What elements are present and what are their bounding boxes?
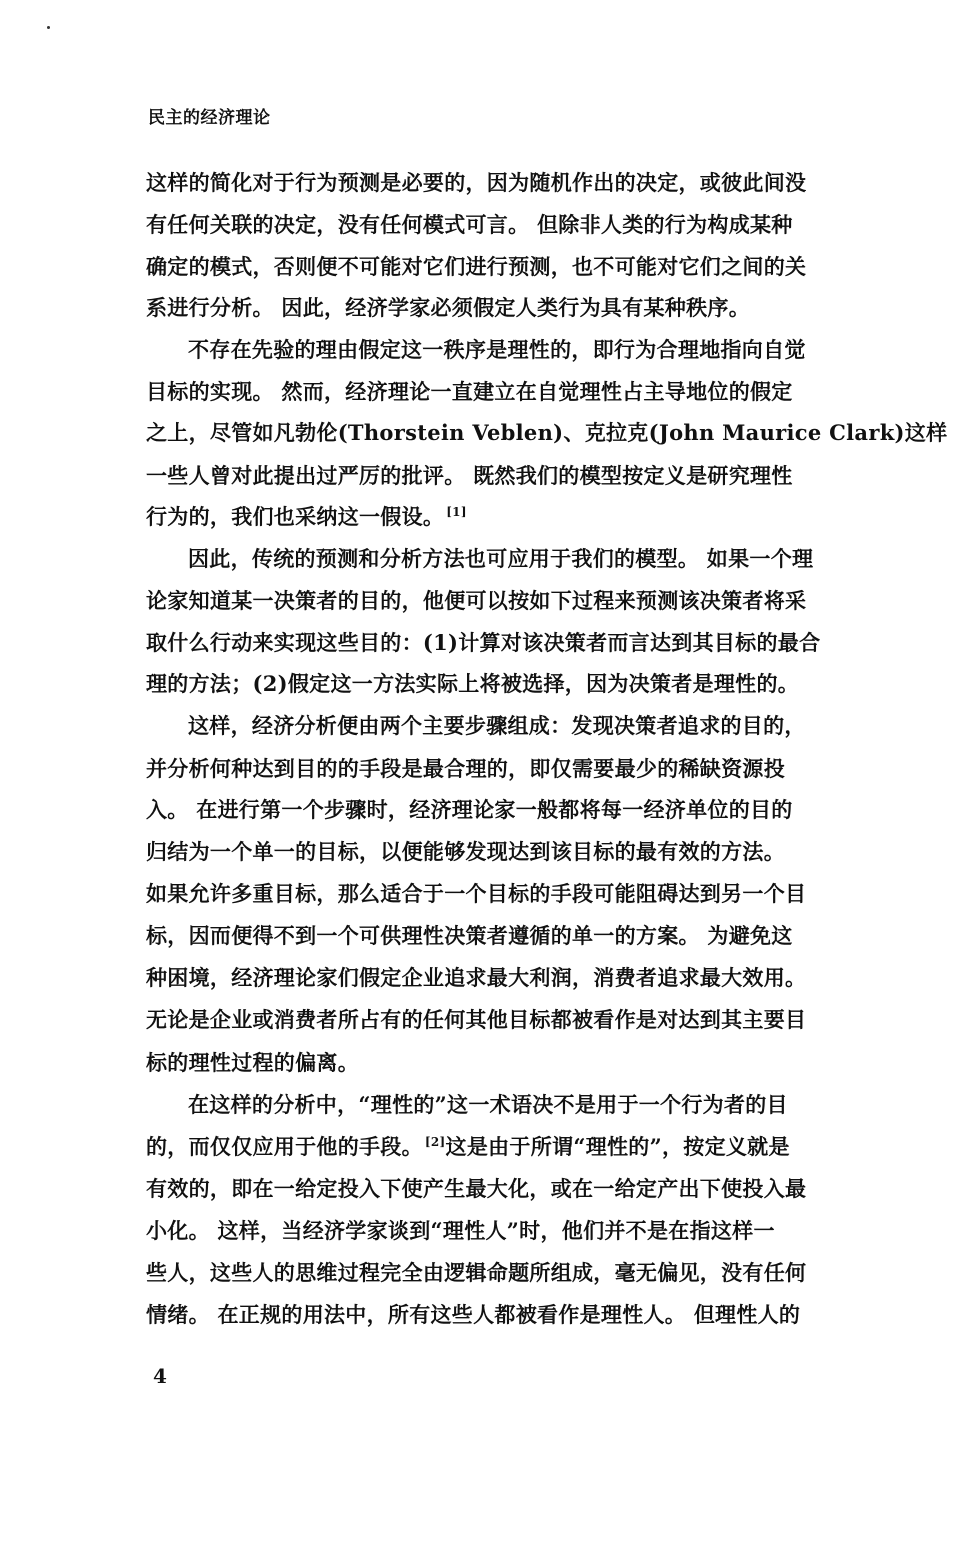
text-line: 理的方法；(2)假定这一方法实际上将被选择，因为决策者是理性的。 xyxy=(146,671,800,696)
text-line: 这样的简化对于行为预测是必要的，因为随机作出的决定，或彼此间没 xyxy=(146,170,807,195)
text-line: 入。 在进行第一个步骤时，经济理论家一般都将每一经济单位的目的 xyxy=(146,797,793,822)
text-line: 有任何关联的决定，没有任何模式可言。 但除非人类的行为构成某种 xyxy=(146,212,793,237)
text-line: 确定的模式，否则便不可能对它们进行预测，也不可能对它们之间的关 xyxy=(146,254,807,279)
text-line xyxy=(146,1132,876,1165)
footnote-mark-1: [1] xyxy=(446,505,467,519)
paragraph-first-line: 不存在先验的理由假定这一秩序是理性的，即行为合理地指向自觉 xyxy=(188,337,806,362)
text-line: 标，因而便得不到一个可供理性决策者遵循的单一的方案。 为避免这 xyxy=(146,923,793,948)
text-line: 一些人曾对此提出过严厉的批评。 既然我们的模型按定义是研究理性 xyxy=(146,463,793,488)
text-line: 论家知道某一决策者的目的，他便可以按如下过程来预测该决策者将采 xyxy=(146,588,807,613)
paragraph-first-line: 这样，经济分析便由两个主要步骤组成：发现决策者追求的目的， xyxy=(188,713,806,738)
text-line: 无论是企业或消费者所占有的任何其他目标都被看作是对达到其主要目 xyxy=(146,1007,807,1032)
scan-speck xyxy=(47,26,50,29)
paragraph-first-line: 因此，传统的预测和分析方法也可应用于我们的模型。 如果一个理 xyxy=(188,546,814,571)
text-segment: 这是由于所谓“理性的”，按定义就是 xyxy=(445,1134,790,1159)
text-segment: 行为的，我们也采纳这一假设。 xyxy=(146,504,445,529)
text-line: 小化。 这样，当经济学家谈到“理性人”时，他们并不是在指这样一 xyxy=(146,1218,775,1243)
text-line: 目标的实现。 然而，经济理论一直建立在自觉理性占主导地位的假定 xyxy=(146,379,793,404)
text-line: 情绪。 在正规的用法中，所有这些人都被看作是理性人。 但理性人的 xyxy=(146,1302,801,1327)
page-number: 4 xyxy=(153,1364,167,1388)
paragraph-first-line: 在这样的分析中，“理性的”这一术语决不是用于一个行为者的目 xyxy=(188,1092,788,1117)
footnote-mark-2: [2] xyxy=(424,1135,446,1149)
text-segment: 的，而仅仅应用于他的手段。 xyxy=(146,1134,423,1159)
running-head: 民主的经济理论 xyxy=(148,108,271,128)
text-line: 些人，这些人的思维过程完全由逻辑命题所组成，毫无偏见，没有任何 xyxy=(146,1260,807,1285)
text-line: 有效的，即在一给定投入下使产生最大化，或在一给定产出下使投入最 xyxy=(146,1176,807,1201)
text-line: 并分析何种达到目的的手段是最合理的，即仅需要最少的稀缺资源投 xyxy=(146,756,785,781)
text-line: 之上，尽管如凡勃伦(Thorstein Veblen)、克拉克(John Maurice Clark)这样 xyxy=(146,420,948,445)
text-line: 标的理性过程的偏离。 xyxy=(146,1050,359,1075)
text-line: 取什么行动来实现这些目的：(1)计算对该决策者而言达到其目标的最合 xyxy=(146,630,821,655)
text-line: 系进行分析。 因此，经济学家必须假定人类行为具有某种秩序。 xyxy=(146,295,751,320)
text-line: 种困境，经济理论家们假定企业追求最大利润，消费者追求最大效用。 xyxy=(146,965,807,990)
text-line xyxy=(146,502,876,535)
text-line: 如果允许多重目标，那么适合于一个目标的手段可能阻碍达到另一个目 xyxy=(146,881,807,906)
text-line: 归结为一个单一的目标，以便能够发现达到该目标的最有效的方法。 xyxy=(146,839,785,864)
